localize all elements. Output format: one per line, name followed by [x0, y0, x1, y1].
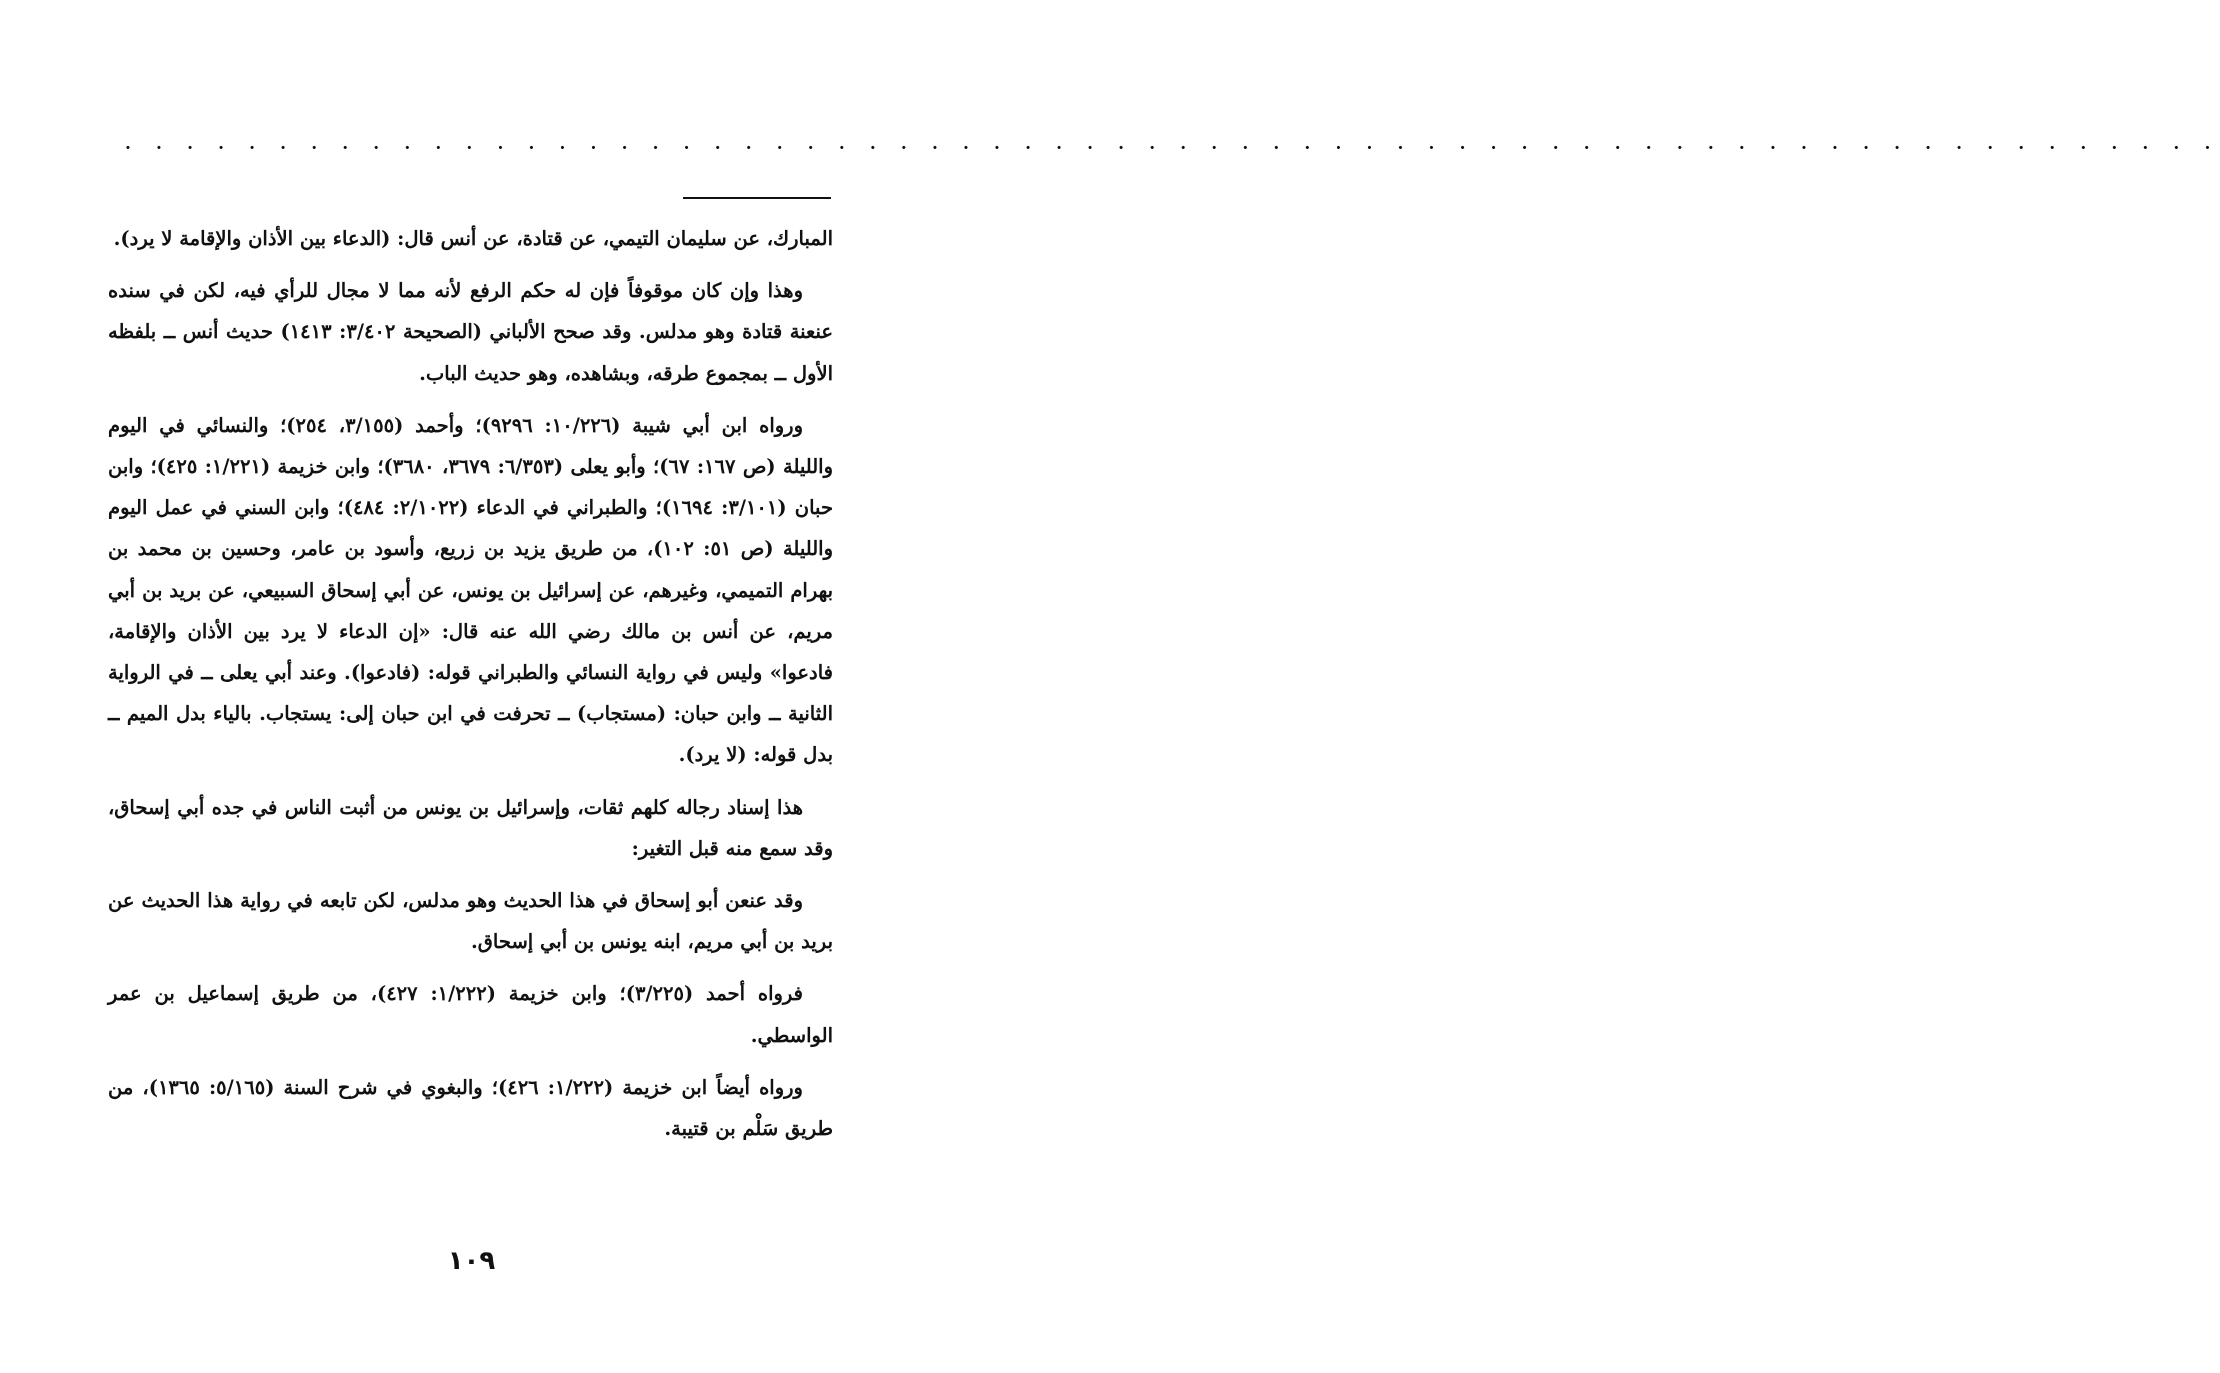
- page-number: ١٠٩: [447, 1246, 496, 1276]
- paragraph: فرواه أحمد (٣/٢٢٥)؛ وابن خزيمة (١/٢٢٢: ٤٢٧)، من طريق إسماعيل بن عمر الواسطي.: [108, 982, 833, 1047]
- paragraph-continuation: المبارك، عن سليمان التيمي، عن قتادة، عن أنس قال: (الدعاء بين الأذان والإقامة لا يرد).: [113, 227, 833, 250]
- page-body: [108, 218, 833, 1160]
- footnote-rule: [683, 197, 831, 199]
- paragraph: ورواه ابن أبي شيبة (١٠/٢٢٦: ٩٢٩٦)؛ وأحمد (٣/١٥٥، ٢٥٤)؛ والنسائي في اليوم والليلة (ص ١٦٧: ٦٧)؛ وأبو يعلى (٦/٣٥٣: ٣٦٧٩، ٣٦٨٠)؛ وابن خزيمة (١/٢٢١: ٤٢٥)؛ وابن حبان (٣/١٠١: ١٦٩٤)؛ والطبراني في الدعاء (٢/١٠٢٢: ٤٨٤)؛ وابن السني في عمل اليوم والليلة (ص ٥١: ١٠٢)، من طريق يزيد بن زريع، وأسود بن عامر، وحسين بن محمد بن بهرام التميمي، وغيرهم، عن إسرائيل بن يونس، عن أبي إسحاق السبيعي، عن بريد بن أبي مريم، عن أنس بن مالك رضي الله عنه قال: «إن الدعاء لا يرد بين الأذان والإقامة، فادعوا» وليس في رواية النسائي والطبراني قوله: (فادعوا). وعند أبي يعلى ــ في الرواية الثانية ــ وابن حبان: (مستجاب) ــ تحرفت في ابن حبان إلى: يستجاب. بالياء بدل الميم ــ بدل قوله: (لا يرد).: [108, 413, 834, 767]
- paragraph: هذا إسناد رجاله كلهم ثقات، وإسرائيل بن يونس من أثبت الناس في جده أبي إسحاق، وقد سمع منه قبل التغير:: [108, 795, 833, 860]
- header-dotted-separator: . . . . . . . . . . . . . . . . . . . . . . . . . . . . . . . . . . . . . . . . . . . . . . . . . . . . . . . . . . . . . . . . . . . .: [125, 134, 2220, 154]
- paragraph: وهذا وإن كان موقوفاً فإن له حكم الرفع لأنه مما لا مجال للرأي فيه، لكن في سنده عنعنة قتادة وهو مدلس. وقد صحح الألباني (الصحيحة ٣/٤٠٢: ١٤١٣) حديث أنس ــ بلفظه الأول ــ بمجموع طرقه، وبشاهده، وهو حديث الباب.: [108, 279, 833, 385]
- paragraph: ورواه أيضاً ابن خزيمة (١/٢٢٢: ٤٢٦)؛ والبغوي في شرح السنة (٥/١٦٥: ١٣٦٥)، من طريق سَلْم بن قتيبة.: [108, 1075, 833, 1141]
- paragraph: وقد عنعن أبو إسحاق في هذا الحديث وهو مدلس، لكن تابعه في رواية هذا الحديث عن بريد بن أبي مريم، ابنه يونس بن أبي إسحاق.: [108, 889, 833, 954]
